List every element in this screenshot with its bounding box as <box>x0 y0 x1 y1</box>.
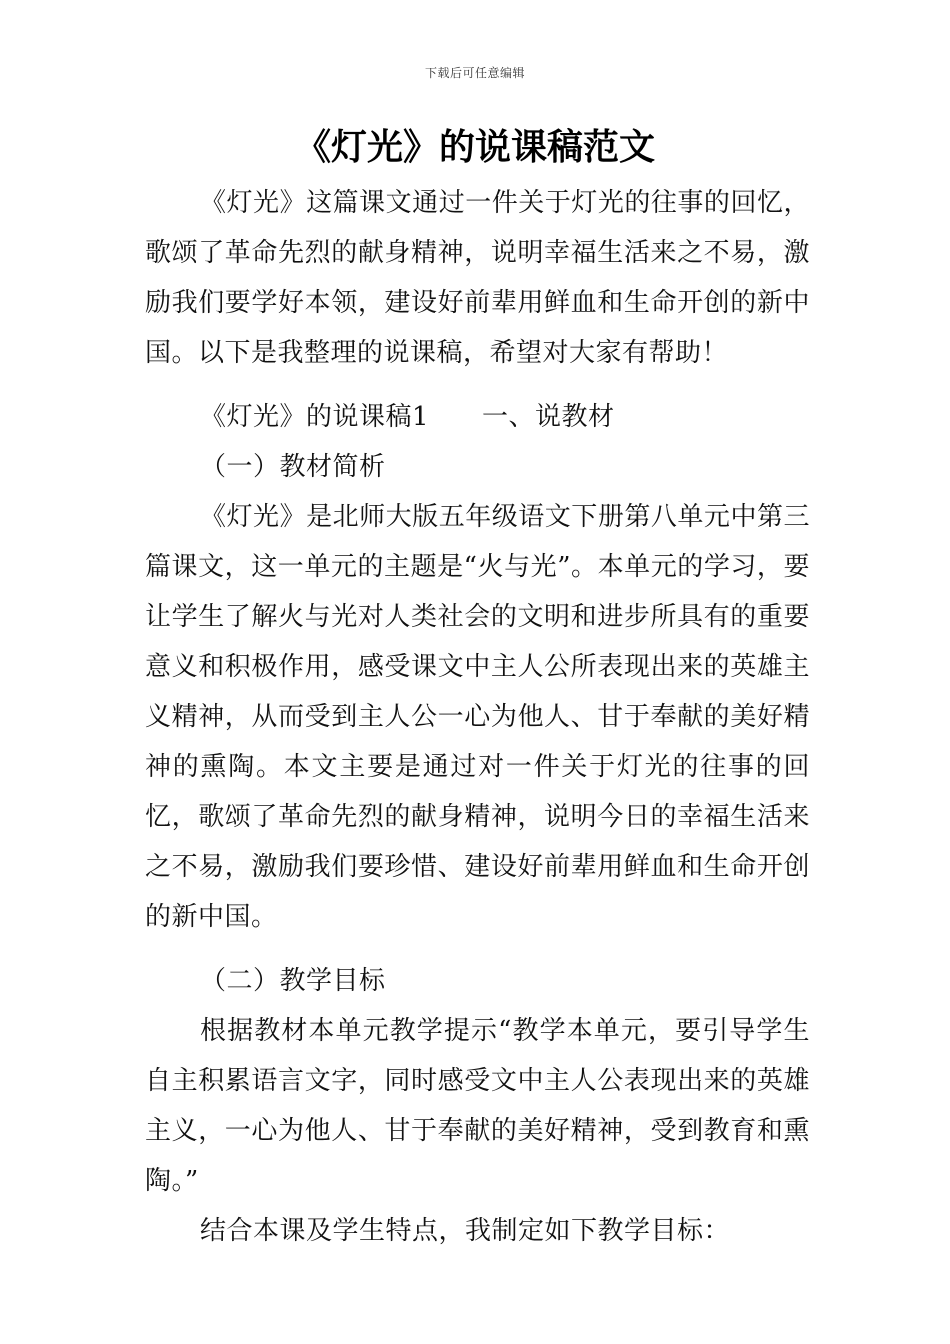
lesson-heading: 《灯光》的说课稿1 一、说教材 <box>200 402 615 432</box>
section-heading-goals: （二）教学目标 <box>200 966 386 996</box>
basis-paragraph: 根据教材本单元教学提示“教学本单元，要引导学生自主积累语言文字，同时感受文中主人公表现出来的英雄主义，一心为他人、甘于奉献的美好精神，受到教育和熏陶。” <box>145 1016 810 1196</box>
analysis-paragraph: 《灯光》是北师大版五年级语文下册第八单元中第三篇课文，这一单元的主题是“火与光”。本单元的学习，要让学生了解火与光对人类社会的文明和进步所具有的重要意义和积极作用，感受课文中主人公所表现出来的英雄主义精神，从而受到主人公一心为他人、甘于奉献的美好精神的熏陶。本文主要是通过对一件关于灯光的往事的回忆，歌颂了革命先烈的献身精神，说明今日的幸福生活来之不易，激励我们要珍惜、建设好前辈用鲜血和生命开创的新中国。 <box>145 502 810 932</box>
goals-intro-paragraph: 结合本课及学生特点，我制定如下教学目标： <box>200 1216 731 1246</box>
header-note: 下载后可任意编辑 <box>424 66 525 80</box>
document-title: 《灯光》的说课稿范文 <box>294 127 655 168</box>
document-body <box>145 178 810 1256</box>
intro-paragraph: 《灯光》这篇课文通过一件关于灯光的往事的回忆，歌颂了革命先烈的献身精神，说明幸福生活来之不易，激励我们要学好本领，建设好前辈用鲜血和生命开创的新中国。以下是我整理的说课稿，希望对大家有帮助！ <box>145 188 810 368</box>
section-heading-materials: （一）教材简析 <box>200 452 386 482</box>
